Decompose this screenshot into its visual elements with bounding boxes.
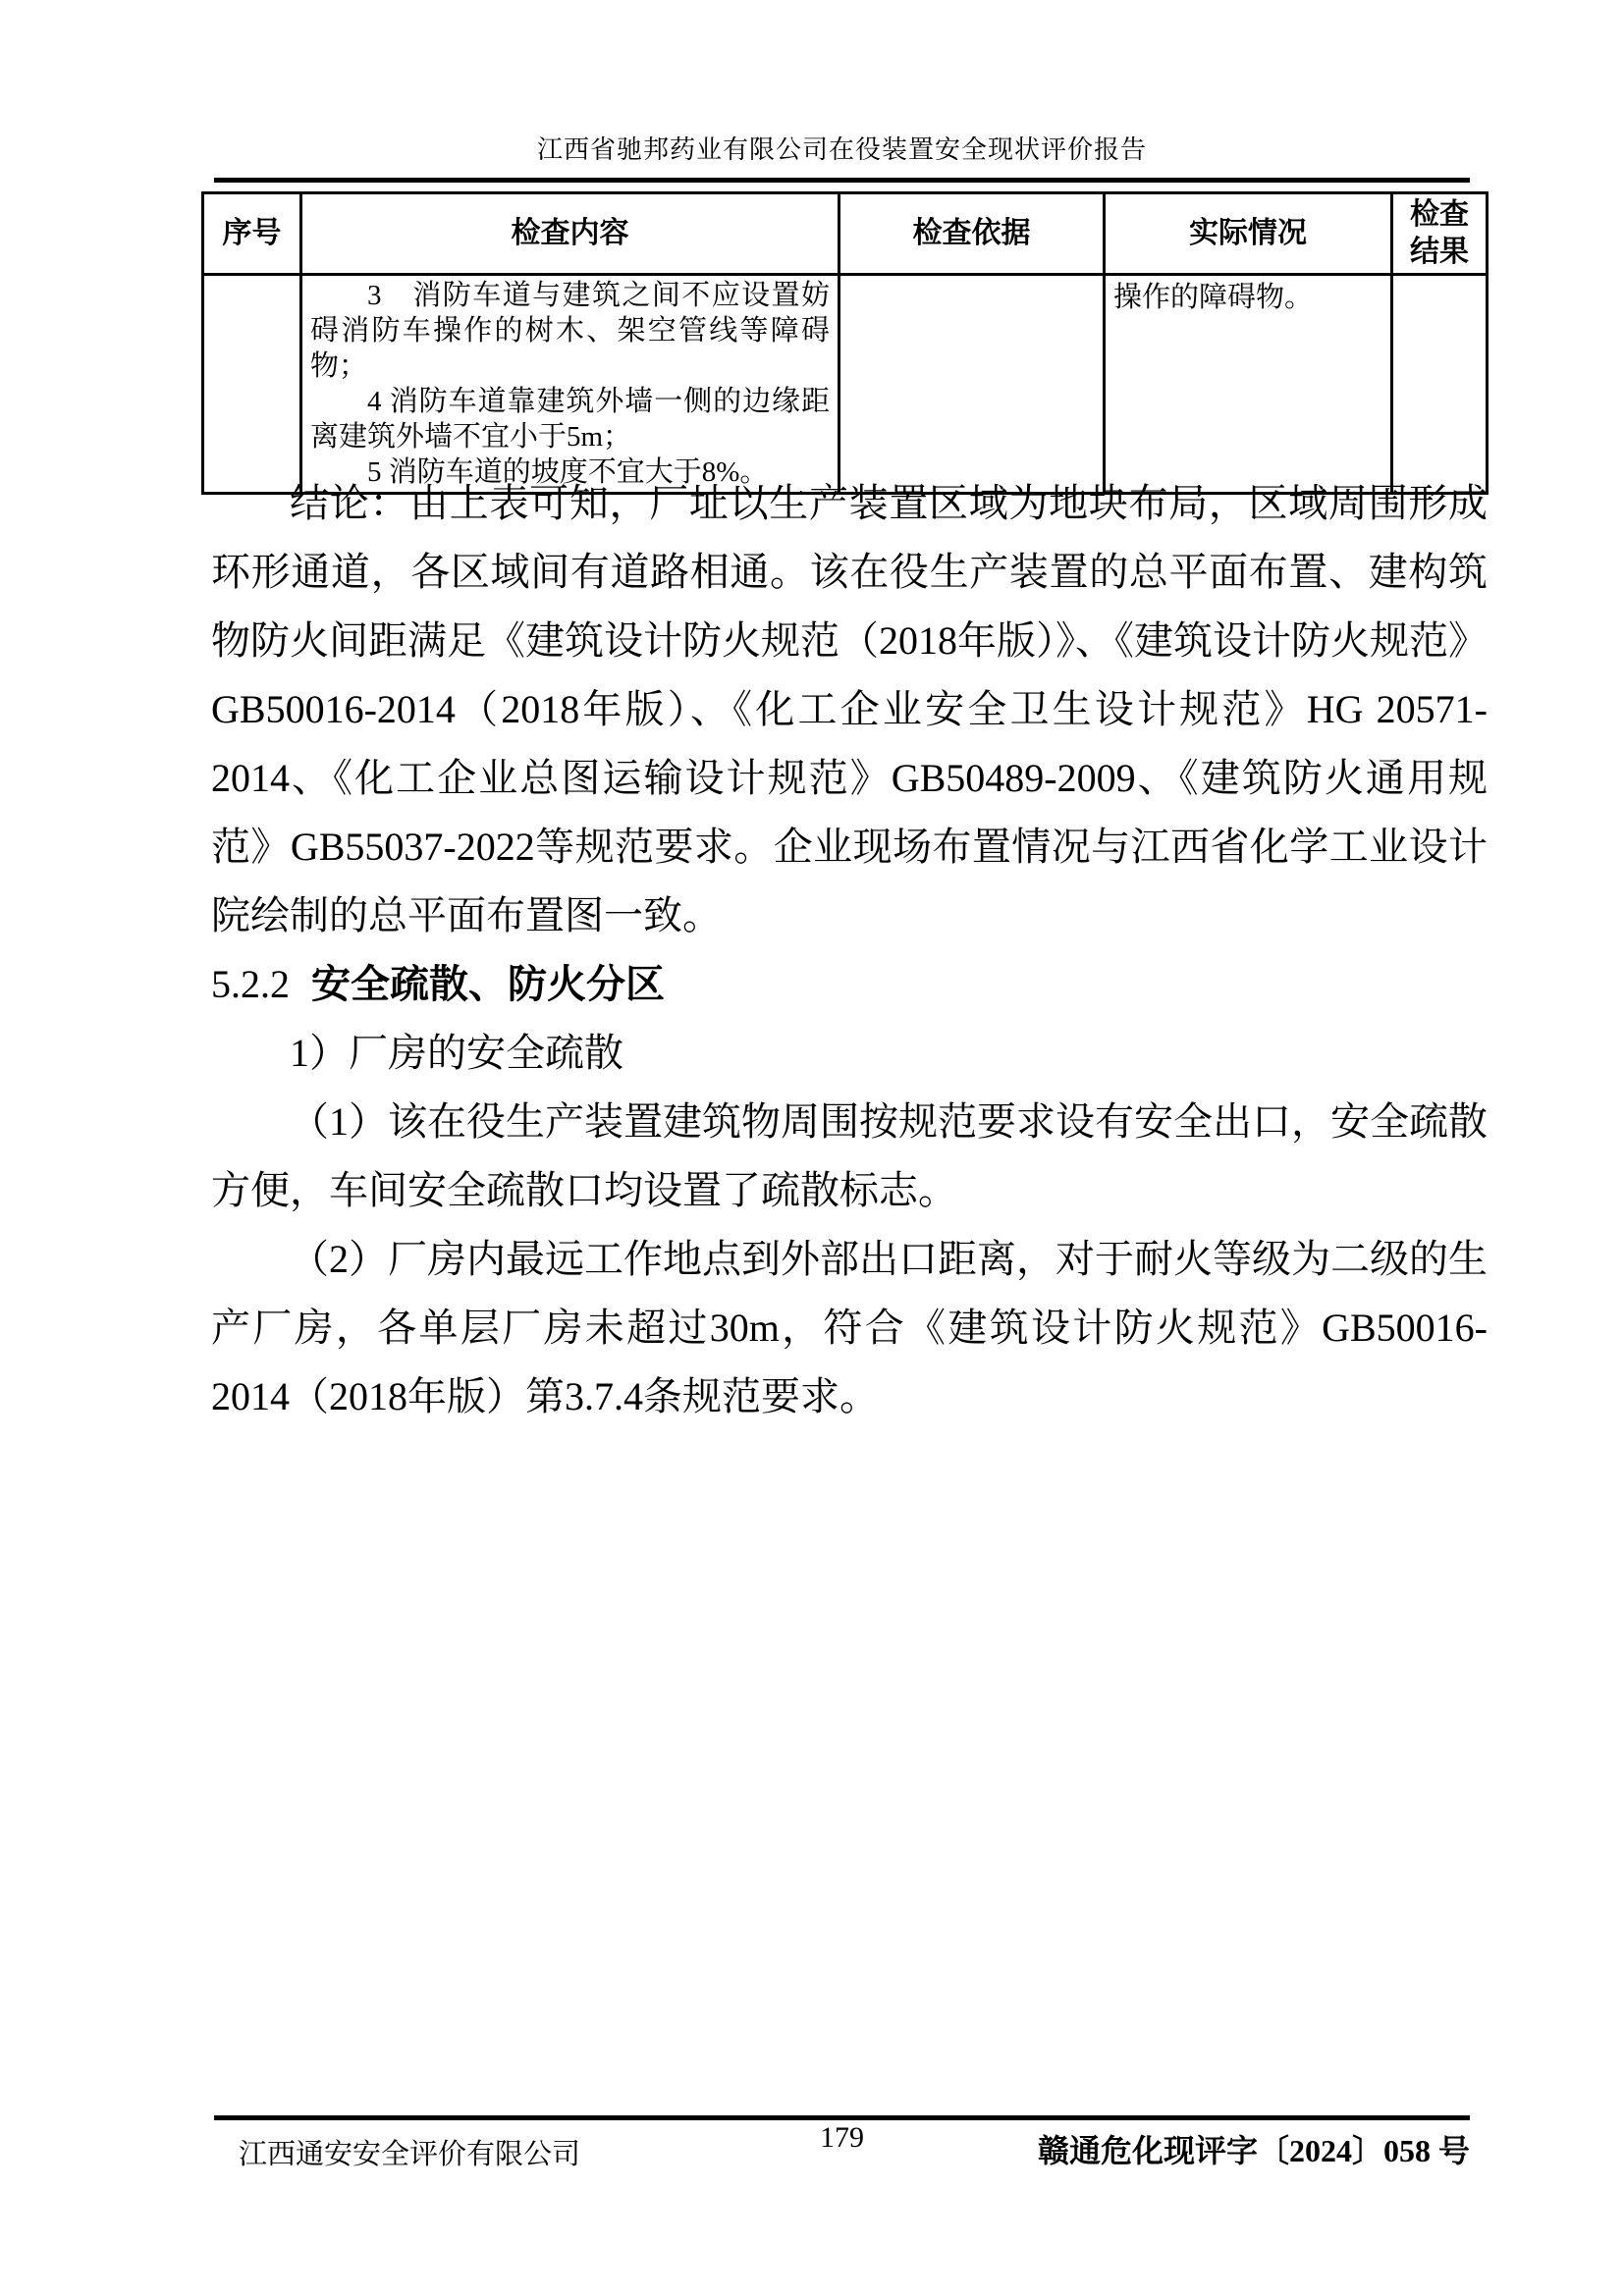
footer-doc-number: 赣通危化现评字〔2024〕058 号	[1037, 2133, 1470, 2168]
section-title: 安全疏散、防火分区	[311, 963, 665, 1006]
section-number: 5.2.2	[211, 962, 290, 1006]
inspection-table	[201, 191, 1489, 495]
section-heading	[211, 950, 1488, 1019]
conclusion-paragraph: 结论：由上表可知，厂址以生产装置区域为地块布局，区域周围形成环形通道，各区域间有道路相通。该在役生产装置的总平面布置、建构筑物防火间距满足《建筑设计防火规范（2018年版）》、《建筑设计防火规范》GB50016-2014（2018年版）、《化工企业安全卫生设计规范》HG 20571-2014、《化工企业总图运输设计规范》GB50489-2009、《建筑防火通用规范》GB55037-2022等规范要求。企业现场布置情况与江西省化学工业设计院绘制的总平面布置图一致。	[211, 481, 1488, 937]
paragraph-distance: （2）厂房内最远工作地点到外部出口距离，对于耐火等级为二级的生产厂房，各单层厂房未超过30m，符合《建筑设计防火规范》GB50016-2014（2018年版）第3.7.4条规范要求。	[211, 1237, 1488, 1418]
header-cell-content: 检查内容	[301, 193, 839, 275]
footer-company-name: 江西通安安全评价有限公司	[239, 2139, 581, 2170]
footer-rule	[214, 2115, 1470, 2120]
cell-seq	[203, 275, 301, 494]
header-cell-seq: 序号	[203, 193, 301, 275]
paragraph-safety-exit: （1）该在役生产装置建筑物周围按规范要求设有安全出口，安全疏散方便，车间安全疏散口均设置了疏散标志。	[211, 1099, 1488, 1212]
cell-actual-situation: 操作的障碍物。	[1105, 275, 1392, 494]
cell-check-result	[1392, 275, 1488, 494]
header-cell-basis: 检查依据	[839, 193, 1105, 275]
header-cell-actual: 实际情况	[1105, 193, 1392, 275]
cell-check-basis	[839, 275, 1105, 494]
page-header-title: 江西省驰邦药业有限公司在役装置安全现状评价报告	[536, 135, 1147, 164]
main-content	[211, 469, 1488, 1431]
check-content-item: 3 消防车道与建筑之间不应设置妨碍消防车操作的树木、架空管线等障碍物；	[310, 280, 830, 382]
subsection-heading: 1）厂房的安全疏散	[290, 1031, 623, 1075]
header-cell-result: 检查结果	[1392, 193, 1488, 275]
footer-page-number: 179	[820, 2121, 864, 2154]
header-rule	[214, 178, 1470, 183]
table-body-row	[203, 275, 1488, 494]
check-content-item: 4 消防车道靠建筑外墙一侧的边缘距离建筑外墙不宜小于5m；	[310, 386, 830, 453]
cell-check-content	[301, 275, 839, 494]
check-content-item: 5 消防车道的坡度不宜大于8%。	[367, 456, 769, 488]
table-header-row	[203, 193, 1488, 275]
